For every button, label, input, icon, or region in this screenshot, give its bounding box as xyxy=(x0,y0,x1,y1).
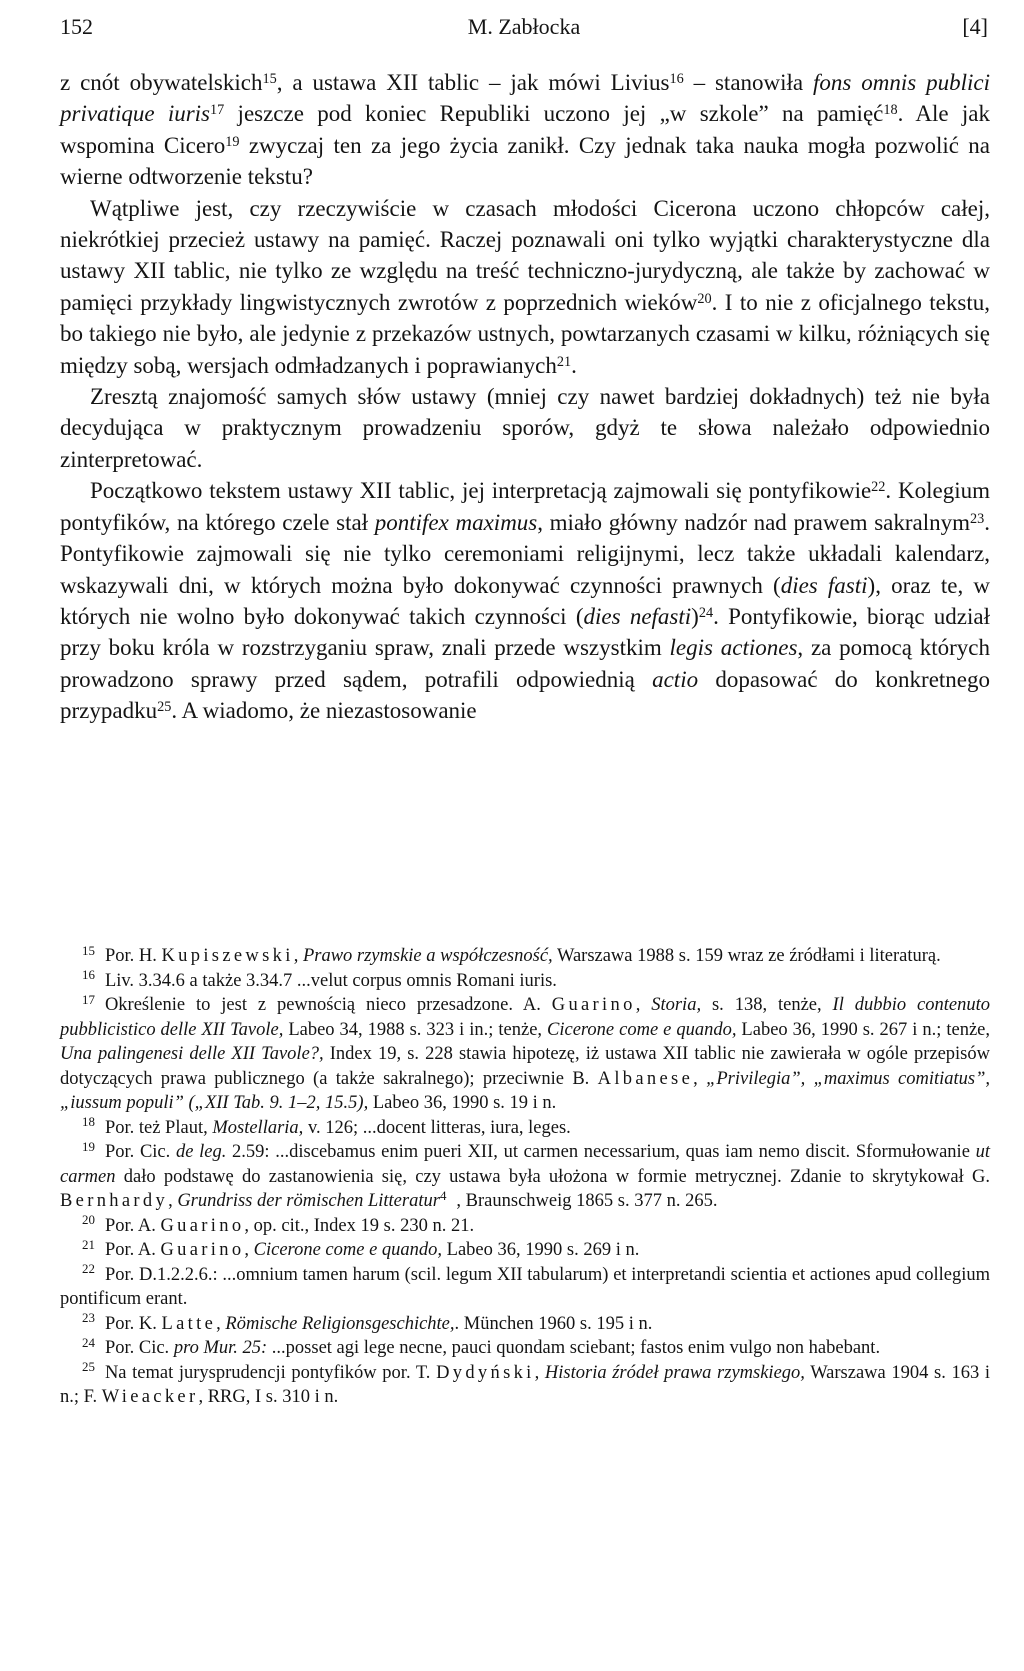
text-run: , a ustawa XII tablic – jak mówi Livius xyxy=(276,70,670,95)
text-run: , xyxy=(216,1313,226,1334)
latin-phrase: legis actiones xyxy=(669,635,798,661)
text-run: , za pomocą których prowadzono sprawy przed sądem, potrafili odpowiednią xyxy=(60,635,990,692)
footnote-22 xyxy=(60,1263,990,1312)
text-run: ), oraz te, w których nie wolno było dokonywać takich czynności ( xyxy=(60,572,990,629)
work-title: Mostellaria, xyxy=(212,1117,304,1138)
text-run: Na temat jurysprudencji pontyfików por. T. xyxy=(104,1362,437,1383)
work-title: Grundriss der römischen Litteratur xyxy=(177,1191,440,1211)
footnote-number: 23 xyxy=(82,1310,95,1326)
footnote-number: 18 xyxy=(82,1114,95,1130)
paragraph-2 xyxy=(60,193,990,381)
footnote-15 xyxy=(60,944,990,969)
author-name: Latte xyxy=(161,1313,217,1334)
footnote-number: 25 xyxy=(82,1359,95,1375)
text-run: , Braunschweig 1865 s. 377 n. 265. xyxy=(456,1191,718,1211)
text-run: Por. K. xyxy=(104,1313,162,1334)
text-run: z cnót obywatelskich xyxy=(60,70,263,95)
author-name: Guarino xyxy=(160,1240,245,1260)
text-run: , miało główny nadzór nad prawem sakralnym xyxy=(537,509,971,535)
text-run: Zresztą znajomość samych słów ustawy (mniej czy nawet bardziej dokładnych) też nie była decydująca w praktycznym prowadzeniu sporów, gdyż te słowa należało odpowiednio zinterpretować. xyxy=(60,384,990,472)
footnote-25 xyxy=(60,1361,990,1410)
text-run: Por. Cic. xyxy=(104,1142,176,1162)
main-text xyxy=(60,67,990,727)
footnote-23 xyxy=(60,1312,990,1337)
text-run: 2.59: ...discebamus enim pueri XII, ut carmen necessarium, quas iam nemo discit. Sformułowanie xyxy=(226,1142,976,1162)
text-run: . Ale jak wspomina Cicero xyxy=(60,101,990,158)
text-run: Por. H. xyxy=(104,946,162,966)
section-number: [4] xyxy=(962,14,988,39)
paragraph-1 xyxy=(60,67,990,193)
text-run: Por. D.1.2.2.6.: ...omnium tamen harum (scil. legum XII tabularum) et interpretandi scientia et actiones apud collegium pontificum erant. xyxy=(60,1264,990,1309)
footnote-number: 20 xyxy=(82,1212,95,1228)
text-run: Początkowo tekstem ustawy XII tablic, jej interpretacją zajmowali się pontyfikowie xyxy=(90,478,872,504)
author-name: Kupiszewski xyxy=(161,946,294,966)
footnote-ref: 24 xyxy=(698,604,714,621)
footnote-ref: 19 xyxy=(225,133,240,150)
text-run: jeszcze pod koniec Republiki uczono jej „w szkole” na pamięć xyxy=(224,101,884,127)
footnote-number: 19 xyxy=(82,1138,95,1154)
footnote-ref: 17 xyxy=(210,102,225,119)
text-run: , xyxy=(693,1068,707,1089)
footnote-16 xyxy=(60,969,990,994)
work-title: Historia źródeł prawa rzymskiego, xyxy=(544,1362,805,1383)
page-number: 152 xyxy=(60,14,93,39)
footnote-21 xyxy=(60,1238,990,1263)
text-run: Por. też Plaut, xyxy=(104,1117,213,1138)
work-title: Il dubbio contenuto pubblicistico delle XII Tavole, xyxy=(60,995,990,1040)
text-run: Warszawa 1904 s. 163 i n.; F. xyxy=(60,1362,991,1407)
latin-phrase: actio xyxy=(652,666,699,692)
text-run: Warszawa 1988 s. 159 wraz ze źródłami i literaturą. xyxy=(552,946,941,966)
footnotes xyxy=(60,944,990,1410)
footnote-ref: 20 xyxy=(697,290,712,307)
text-run: . A wiadomo, że niezastosowanie xyxy=(171,698,477,724)
footnote-17 xyxy=(60,993,990,1116)
latin-phrase: fons omnis publici privatique iuris xyxy=(60,70,990,127)
work-title: de leg. xyxy=(175,1142,227,1162)
text-run: Por. A. xyxy=(104,1215,161,1236)
work-title: Una palingenesi delle XII Tavole?, xyxy=(60,1044,324,1064)
author-name: Bernhardy xyxy=(60,1191,169,1211)
latin-phrase: ut carmen xyxy=(60,1142,990,1187)
text-run: dopasować do konkretnego przypadku xyxy=(60,666,990,724)
author-name: Guarino xyxy=(160,1215,245,1236)
text-run: . München 1960 s. 195 i n. xyxy=(454,1313,653,1334)
work-title: Römische Religionsgeschichte, xyxy=(225,1313,455,1334)
text-run: . I to nie z oficjalnego tekstu, bo takiego nie było, ale jedynie z przekazów ustnych, powtarzanych czasami w kilku, różniących się między sobą, wersjach odmładzanych i poprawianych xyxy=(60,289,990,378)
text-run: – stanowiła xyxy=(683,70,814,95)
work-title: Storia, xyxy=(651,995,702,1015)
text-run: Określenie to jest z pewnością nieco przesadzone. A. xyxy=(104,995,552,1015)
edition-superscript: 4 xyxy=(439,1187,447,1203)
footnote-24 xyxy=(60,1336,990,1361)
footnote-number: 24 xyxy=(82,1334,95,1350)
footnote-ref: 18 xyxy=(883,102,898,119)
running-author: M. Zabłocka xyxy=(467,14,581,39)
text-run: ) xyxy=(691,603,699,629)
text-run: Por. Cic. xyxy=(104,1338,174,1358)
footnote-number: 22 xyxy=(82,1261,95,1277)
footnote-ref: 25 xyxy=(157,699,172,715)
footnote-number: 15 xyxy=(82,942,95,958)
text-run: . Kolegium pontyfików, na którego czele stał xyxy=(60,478,990,535)
work-title: pro Mur. 25: xyxy=(173,1338,268,1358)
text-run: Index 19, s. 228 stawia hipotezę, iż ustawa XII tablic nie zawierała w ogóle przepisów dotyczących prawa publicznego (a także sakralnego); przeciwnie B. xyxy=(60,1044,990,1089)
paragraph-3 xyxy=(60,381,990,475)
text-run: Labeo 36, 1990 s. 269 i n. xyxy=(442,1240,640,1260)
text-run: , xyxy=(293,946,303,966)
author-name: Albanese xyxy=(597,1068,694,1089)
footnote-18 xyxy=(60,1116,990,1141)
text-run: . xyxy=(571,352,577,378)
text-run: , xyxy=(635,995,652,1015)
author-name: Guarino xyxy=(551,995,636,1015)
text-run: zwyczaj ten za jego życia zanikł. Czy jednak taka nauka mogła pozwolić na wierne odtworzenie tekstu? xyxy=(60,132,991,190)
footnote-19 xyxy=(60,1140,990,1214)
text-run: , RRG, I s. 310 i n. xyxy=(198,1387,339,1407)
text-run: , op. cit., Index 19 s. 230 n. 21. xyxy=(244,1215,475,1236)
footnote-number: 17 xyxy=(82,991,95,1007)
text-run: Wątpliwe jest, czy rzeczywiście w czasach młodości Cicerona uczono chłopców całej, niekrótkiej przecież ustawy na pamięć. Raczej poznawali oni tylko wyjątki charakterystyczne dla ustawy XII tablic, nie tylko ze względu na treść techniczno-jurydyczną, ale także by zachować w pamięci przykłady lingwistycznych zwrotów z poprzednich wieków xyxy=(60,195,990,315)
footnote-ref: 21 xyxy=(556,353,572,370)
footnote-ref: 15 xyxy=(262,70,277,87)
footnote-ref: 16 xyxy=(669,70,684,87)
text-run: . Pontyfikowie, biorąc udział przy boku króla w rozstrzyganiu spraw, znali przede wszystkim xyxy=(60,603,990,661)
latin-phrase: dies nefasti xyxy=(583,603,692,629)
text-run: , xyxy=(244,1240,254,1260)
text-run: ...posset agi lege necne, pauci quondam sciebant; fastos enim vulgo non habebant. xyxy=(267,1338,881,1358)
author-name: Dydyński xyxy=(436,1362,535,1383)
text-run: . Pontyfikowie zajmowali się nie tylko ceremoniami religijnymi, lecz także układali kalendarz, wskazywali dni, w których można było dokonywać czynności prawnych ( xyxy=(60,509,991,598)
paragraph-4 xyxy=(60,475,990,726)
text-run: Labeo 34, 1988 s. 323 i in.; tenże, xyxy=(283,1019,548,1040)
text-run: , xyxy=(168,1191,178,1211)
text-run: v. 126; ...docent litteras, iura, leges. xyxy=(303,1117,571,1138)
text-run: Liv. 3.34.6 a także 3.34.7 ...velut corpus omnis Romani iuris. xyxy=(104,970,557,991)
text-run: dało podstawę do zastanowienia się, czy ustawa była ułożona w formie metrycznej. Zdanie to skrytykował G. xyxy=(115,1166,990,1187)
latin-phrase: dies fasti xyxy=(780,572,868,598)
work-title: Cicerone come e quando, xyxy=(253,1240,443,1260)
text-run: Labeo 36, 1990 s. 19 i n. xyxy=(368,1093,557,1113)
work-title: „Privilegia”, „maximus comitiatus”, „iussum populi” („XII Tab. 9. 1–2, 15.5), xyxy=(60,1068,990,1113)
footnote-number: 16 xyxy=(82,967,95,983)
text-run: s. 138, tenże, xyxy=(701,995,833,1015)
author-name: Wieacker xyxy=(101,1387,199,1407)
work-title: Cicerone come e quando, xyxy=(547,1019,737,1040)
text-run: , xyxy=(534,1362,545,1383)
footnote-ref: 22 xyxy=(871,479,886,496)
latin-phrase: pontifex maximus xyxy=(374,509,538,535)
work-title: Prawo rzymskie a współczesność, xyxy=(302,946,553,966)
text-run: Labeo 36, 1990 s. 267 i n.; tenże, xyxy=(736,1019,990,1040)
footnote-number: 21 xyxy=(82,1236,95,1252)
footnote-20 xyxy=(60,1214,990,1239)
footnote-ref: 23 xyxy=(970,510,985,527)
text-run: Por. A. xyxy=(104,1240,161,1260)
running-header xyxy=(60,14,988,54)
